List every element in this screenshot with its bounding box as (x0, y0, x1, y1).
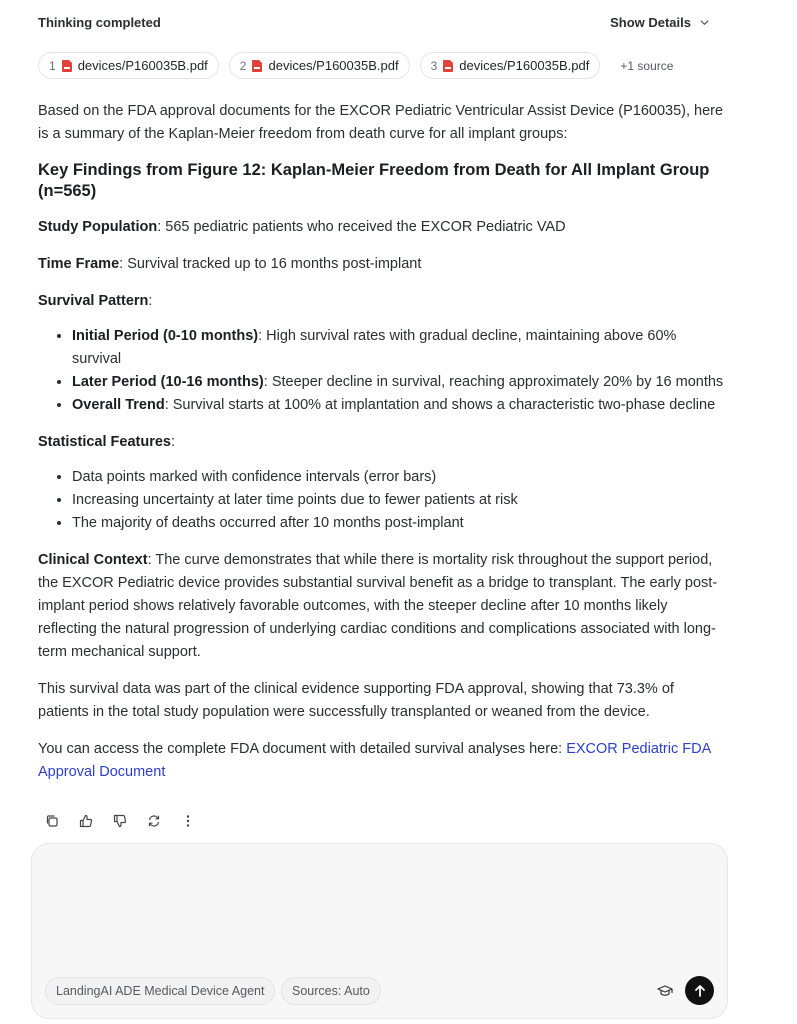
thumbs-down-button[interactable] (112, 813, 128, 829)
fda-document-link[interactable]: EXCOR Pediatric FDA Approval Document (38, 741, 711, 780)
pdf-file-icon (62, 60, 72, 72)
pdf-file-icon (252, 60, 262, 72)
graduation-cap-icon (657, 983, 673, 999)
show-details-button[interactable] (610, 15, 710, 30)
access-paragraph (38, 738, 724, 784)
source-number: 3 (430, 58, 438, 73)
source-chip-2[interactable] (229, 52, 410, 79)
statistical-features-heading (38, 431, 724, 454)
more-vertical-icon (181, 814, 195, 828)
list-item (72, 371, 724, 394)
academic-mode-button[interactable] (652, 978, 678, 1004)
statistical-features-colon: : (170, 434, 176, 450)
list-item (72, 325, 724, 371)
regenerate-button[interactable] (146, 813, 162, 829)
list-item (72, 394, 724, 417)
findings-heading: Key Findings from Figure 12: Kaplan-Meier Freedom from Death for All Implant Group (n=565) (38, 161, 710, 200)
pdf-file-icon (443, 60, 453, 72)
thumbs-up-icon (79, 814, 93, 828)
survival-pattern-label: Survival Pattern (38, 293, 149, 309)
refresh-icon (147, 814, 161, 828)
send-button[interactable] (685, 976, 714, 1005)
source-number: 1 (49, 58, 56, 73)
survival-pattern-heading (38, 290, 724, 313)
fda-note: This survival data was part of the clinical evidence supporting FDA approval, showing that 73.3% of patients in the total study population were successfully transplanted or weaned from the device. (38, 681, 674, 720)
more-options-button[interactable] (180, 813, 196, 829)
list-item: • Data points marked with confidence intervals (error bars) (72, 466, 724, 489)
list-item-label: Overall Trend (72, 397, 165, 413)
list-item: • Increasing uncertainty at later time points due to fewer patients at risk (72, 489, 724, 512)
agent-selector[interactable]: LandingAI ADE Medical Device Agent (45, 977, 275, 1005)
clinical-context-label: Clinical Context (38, 552, 148, 568)
access-text: You can access the complete FDA document with detailed survival analyses here: (38, 741, 567, 757)
intro-paragraph: Based on the FDA approval documents for the EXCOR Pediatric Ventricular Assist Device (P160035), here is a summary of the Kaplan-Meier freedom from death curve for all implant groups: (38, 103, 724, 142)
study-population-text: : 565 pediatric patients who received the EXCOR Pediatric VAD (157, 219, 566, 235)
source-chip-3[interactable] (420, 52, 601, 79)
list-item: • The majority of deaths occurred after 10 months post-implant (72, 512, 724, 535)
clinical-context (38, 549, 724, 664)
copy-icon (45, 814, 59, 828)
more-sources-link[interactable]: +1 source (620, 58, 674, 73)
list-item-text: : Steeper decline in survival, reaching approximately 20% by 16 months (263, 374, 724, 390)
statistical-features-label: Statistical Features (38, 434, 171, 450)
list-item-label: Initial Period (0-10 months) (72, 328, 259, 344)
show-details-label: Show Details (610, 14, 691, 30)
time-frame-label: Time Frame (38, 256, 120, 272)
survival-pattern-colon: : (148, 293, 153, 309)
list-item-text: : High survival rates with gradual decline, maintaining above 60% survival (72, 328, 677, 367)
answer-content (38, 100, 724, 798)
source-name: devices/P160035B.pdf (459, 58, 590, 73)
sources-selector[interactable]: Sources: Auto (281, 977, 381, 1005)
list-item-text: : Survival starts at 100% at implantation and shows a characteristic two-phase decline (164, 397, 716, 413)
thumbs-up-button[interactable] (78, 813, 94, 829)
clinical-context-text: : The curve demonstrates that while there is mortality risk throughout the support period, the EXCOR Pediatric device provides substantial survival benefit as a bridge to transplant. The early post-implant period shows relatively favorable outcomes, with the steeper decline after 10 months likely reflecting the natural progression of underlying cardiac conditions and complications associated with long-term mechanical support. (38, 552, 718, 660)
thumbs-down-icon (113, 814, 127, 828)
source-name: devices/P160035B.pdf (268, 58, 399, 73)
message-input[interactable] (48, 858, 708, 968)
list-item-label: Later Period (10-16 months) (72, 374, 264, 390)
copy-button[interactable] (44, 813, 60, 829)
message-composer (31, 843, 728, 1019)
source-chip-1[interactable] (38, 52, 219, 79)
source-name: devices/P160035B.pdf (77, 58, 208, 73)
chevron-down-icon (699, 17, 710, 28)
survival-pattern-list (72, 325, 724, 417)
time-frame (38, 253, 724, 276)
thinking-status: Thinking completed (38, 14, 161, 30)
statistical-features-list (72, 466, 724, 535)
time-frame-text: : Survival tracked up to 16 months post-implant (119, 256, 422, 272)
study-population (38, 216, 724, 239)
arrow-up-icon (693, 984, 707, 998)
message-actions (44, 813, 196, 829)
study-population-label: Study Population (38, 219, 158, 235)
source-list (38, 52, 683, 79)
thinking-header (38, 13, 710, 31)
source-number: 2 (239, 58, 247, 73)
